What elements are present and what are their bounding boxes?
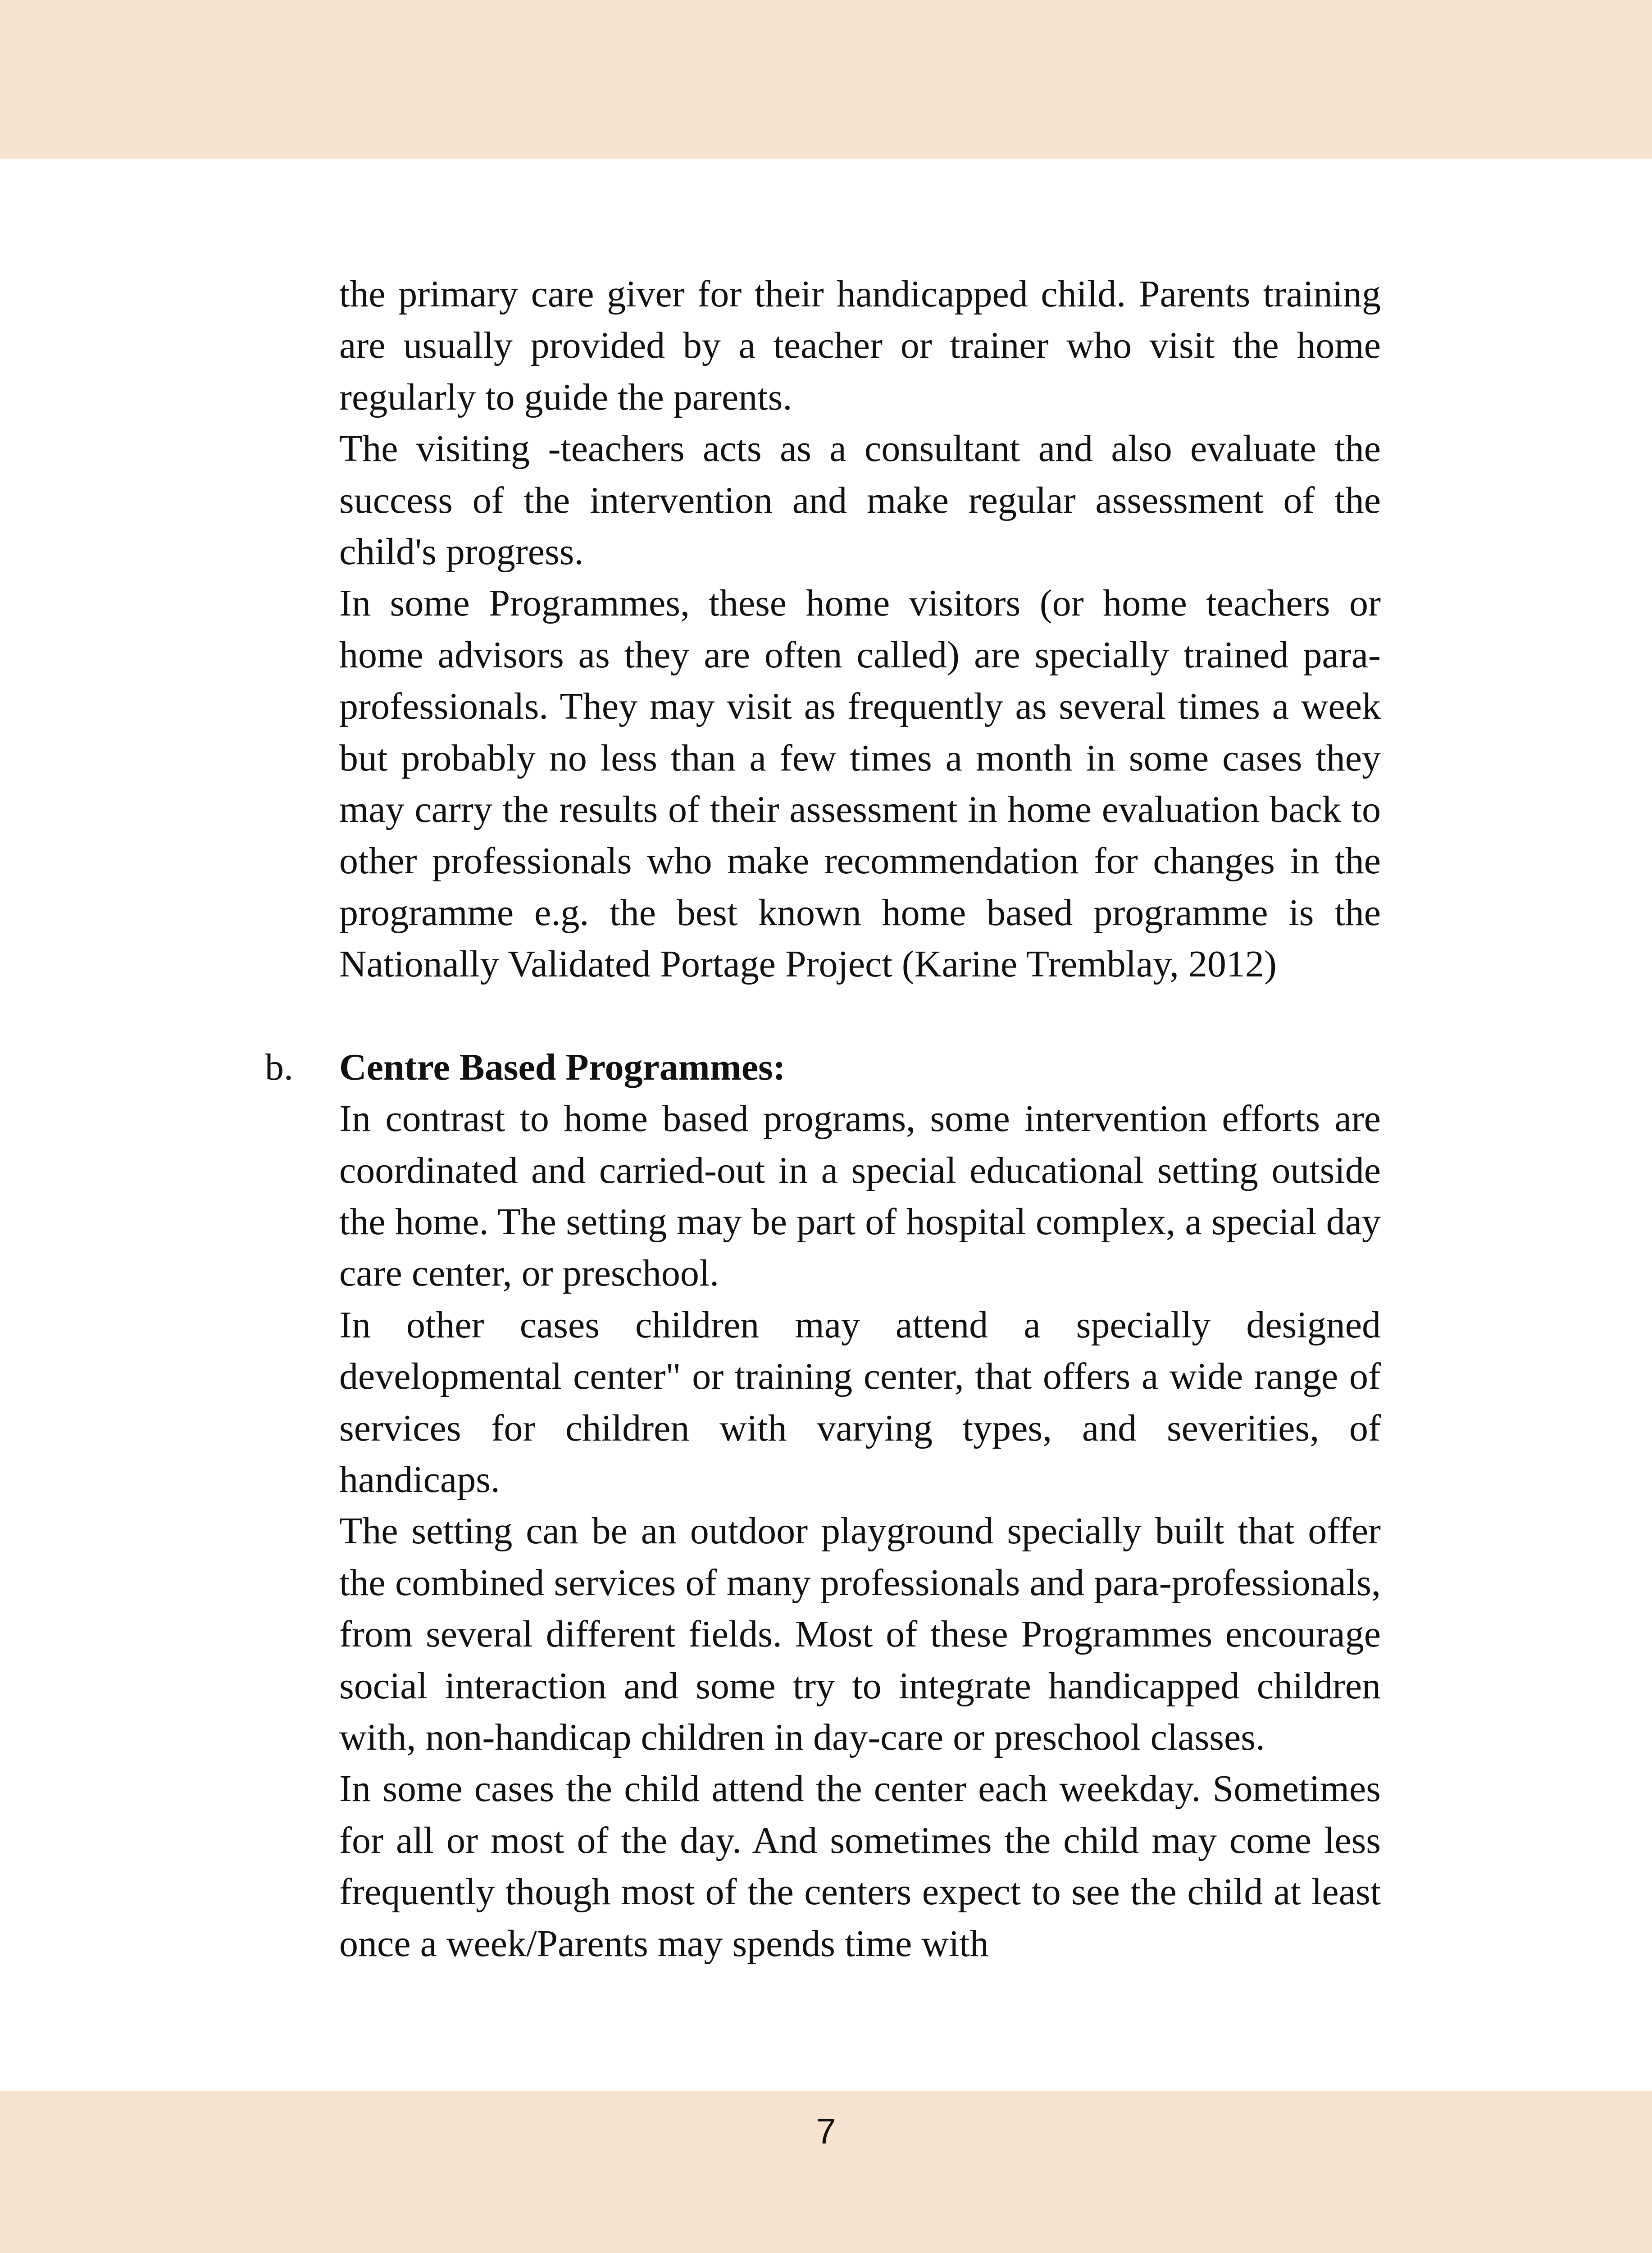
section-paragraph-2: In other cases children may attend a specially designed developmental center" or training center, that offers a wide range of services for children with varying types, and severities, of handicaps. xyxy=(339,1304,1381,1500)
page-number: 7 xyxy=(816,2111,836,2151)
page-body xyxy=(265,269,1381,1970)
section-centre-based xyxy=(265,1042,1381,1970)
section-marker: b. xyxy=(265,1046,293,1088)
intro-paragraph-2: The visiting -teachers acts as a consultant and also evaluate the success of the intervention and make regular assessment of the child's progress. xyxy=(339,428,1381,573)
intro-paragraph-1: the primary care giver for their handicapped child. Parents training are usually provided by a teacher or trainer who visit the home regularly to guide the parents. xyxy=(339,273,1381,418)
section-paragraph-4: In some cases the child attend the center each weekday. Sometimes for all or most of the day. And sometimes the child may come less frequently though most of the centers expect to see the child at least once a week/Parents may spends time with xyxy=(339,1768,1381,1965)
section-paragraph-3: The setting can be an outdoor playground specially built that offer the combined services of many professionals and para-professionals, from several different fields. Most of these Programmes encourage social interaction and some try to integrate handicapped children with, non-handicap children in day-care or preschool classes. xyxy=(339,1510,1381,1758)
intro-paragraph-3: In some Programmes, these home visitors (or home teachers or home advisors as they are often called) are specially trained para-professionals. They may visit as frequently as several times a week but probably no less than a few times a month in some cases they may carry the results of their assessment in home evaluation back to other professionals who make recommendation for changes in the programme e.g. the best known home based programme is the Nationally Validated Portage Project (Karine Tremblay, 2012) xyxy=(339,582,1381,985)
top-margin-band xyxy=(0,0,1652,159)
section-heading: Centre Based Programmes: xyxy=(339,1046,786,1088)
section-paragraph-1: In contrast to home based programs, some intervention efforts are coordinated and carried-out in a special educational setting outside the home. The setting may be part of hospital complex, a special day care center, or preschool. xyxy=(339,1098,1381,1295)
